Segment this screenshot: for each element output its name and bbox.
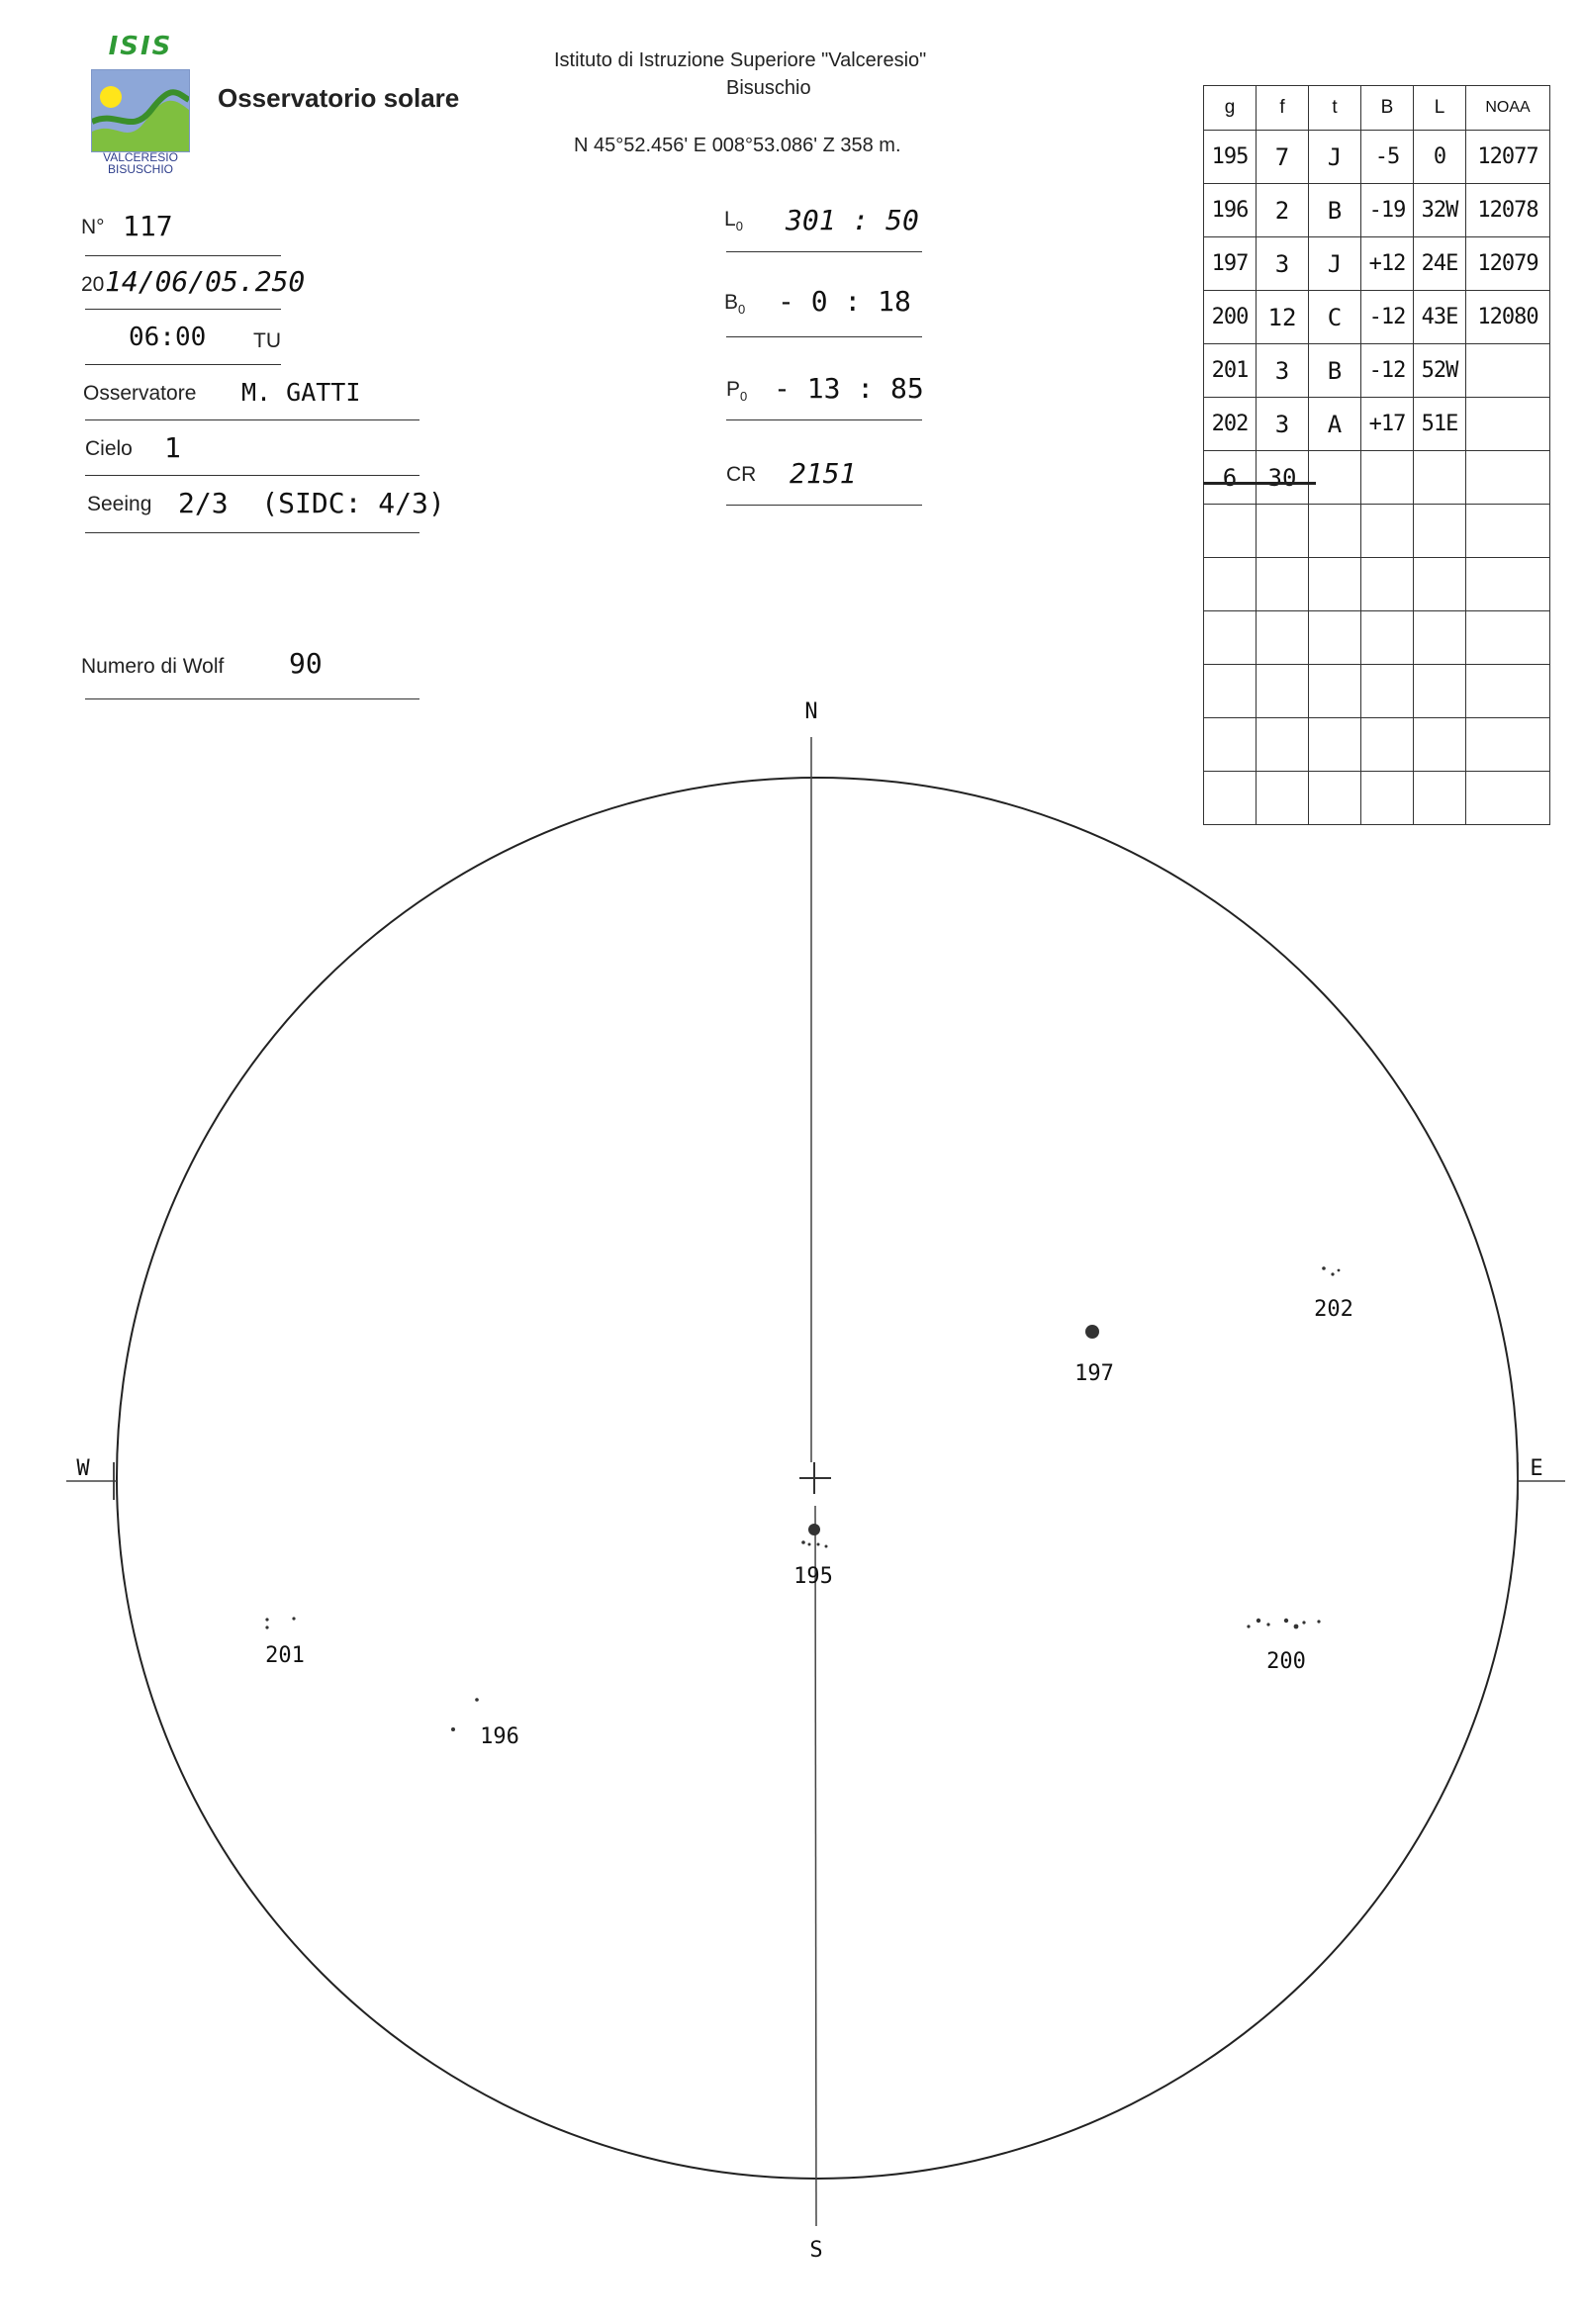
l0-value: 301 : 50 [786,204,919,236]
table-cell: A [1309,398,1361,451]
sunspot [265,1626,268,1628]
observation-time: 06:00 [129,323,207,352]
column-header: NOAA [1466,86,1550,131]
number-label: N° [81,216,105,238]
table-cell: 52W [1414,344,1466,398]
column-header: g [1204,86,1257,131]
table-cell: +17 [1361,398,1414,451]
table-cell: 43E [1414,291,1466,344]
sky-label: Cielo [85,437,133,460]
observer-label: Osservatore [83,382,197,405]
group-label: 196 [480,1724,519,1749]
sunspot [1085,1325,1099,1339]
sunspot [1266,1623,1269,1626]
sunspot [808,1543,811,1546]
table-cell: 12079 [1466,237,1550,291]
sunspot [808,1524,820,1535]
table-cell: 201 [1204,344,1257,398]
time-unit: TU [253,329,281,352]
table-cell: -12 [1361,344,1414,398]
table-cell: 30 [1257,451,1309,505]
table-cell: 32W [1414,184,1466,237]
b0-label: $B_0$ [724,291,746,318]
table-cell: +12 [1361,237,1414,291]
table-cell: 3 [1257,237,1309,291]
sunspot [265,1618,268,1621]
sunspot [1247,1625,1250,1627]
table-cell: 24E [1414,237,1466,291]
table-cell: 12 [1257,291,1309,344]
table-cell: 200 [1204,291,1257,344]
table-cell: J [1309,237,1361,291]
observatory-title: Osservatorio solare [218,83,460,113]
column-header: L [1414,86,1466,131]
table-cell: B [1309,344,1361,398]
column-header: B [1361,86,1414,131]
carrington-rotation: 2151 [790,457,857,490]
logo-caption: BISUSCHIO [107,162,173,176]
table-cell: -12 [1361,291,1414,344]
sunspot [825,1545,828,1548]
cr-label: CR [726,463,757,486]
table-cell: 0 [1414,131,1466,184]
logo-wordmark: ISIS [108,32,173,61]
sunspot [801,1540,805,1544]
date-prefix: 20 [81,273,105,296]
seeing-label: Seeing [87,493,152,515]
wolf-number: 90 [289,647,323,680]
observation-date: 14/06/05.250 [105,265,306,298]
sunspot [1338,1269,1341,1272]
sunspot [451,1727,455,1731]
group-label: 200 [1266,1649,1306,1674]
group-label: 201 [265,1643,305,1668]
table-cell: C [1309,291,1361,344]
group-label: 202 [1314,1297,1353,1322]
sunspot [1294,1625,1299,1629]
sunspot [292,1617,295,1620]
wolf-number-label: Numero di Wolf [81,655,225,678]
sunspot [1257,1619,1260,1623]
south-label: S [809,2238,823,2263]
table-cell: 2 [1257,184,1309,237]
table-cell: 7 [1257,131,1309,184]
table-cell: 6 [1204,451,1257,505]
table-cell: -5 [1361,131,1414,184]
seeing-value: 2/3 (SIDC: 4/3) [178,487,445,519]
p0-value: - 13 : 85 [774,372,924,405]
table-cell: J [1309,131,1361,184]
south-axis [815,1506,816,2226]
sky-value: 1 [164,431,181,464]
table-cell: B [1309,184,1361,237]
table-cell: 195 [1204,131,1257,184]
sunspot [1284,1619,1288,1623]
north-label: N [804,699,818,724]
site-coordinates: N 45°52.456' E 008°53.086' Z 358 m. [574,135,901,156]
observer-name: M. GATTI [241,378,361,407]
west-label: W [76,1456,90,1481]
table-cell: 3 [1257,398,1309,451]
table-cell: 202 [1204,398,1257,451]
sheet-number: 117 [123,210,173,242]
table-cell: -19 [1361,184,1414,237]
institute-city: Bisuschio [726,77,811,99]
column-header: f [1257,86,1309,131]
institute-name: Istituto di Istruzione Superiore "Valceresio" [554,49,927,71]
group-label: 195 [793,1564,833,1589]
column-header: t [1309,86,1361,131]
east-label: E [1530,1456,1543,1481]
table-cell: 12077 [1466,131,1550,184]
sunspot [1302,1621,1305,1624]
p0-label: $P_0$ [726,378,748,405]
table-cell: 196 [1204,184,1257,237]
sunspot [1317,1620,1320,1623]
table-cell: 197 [1204,237,1257,291]
table-cell: 3 [1257,344,1309,398]
b0-value: - 0 : 18 [778,285,911,318]
sunspot [817,1543,820,1546]
sunspot [475,1698,479,1702]
sunspot [1322,1266,1326,1270]
table-cell: 51E [1414,398,1466,451]
table-cell: 12078 [1466,184,1550,237]
logo-caption: VALCERESIO [103,150,178,164]
sunspot [1331,1272,1334,1275]
l0-label: $L_0$ [724,208,743,234]
group-label: 197 [1074,1361,1114,1386]
table-cell: 12080 [1466,291,1550,344]
